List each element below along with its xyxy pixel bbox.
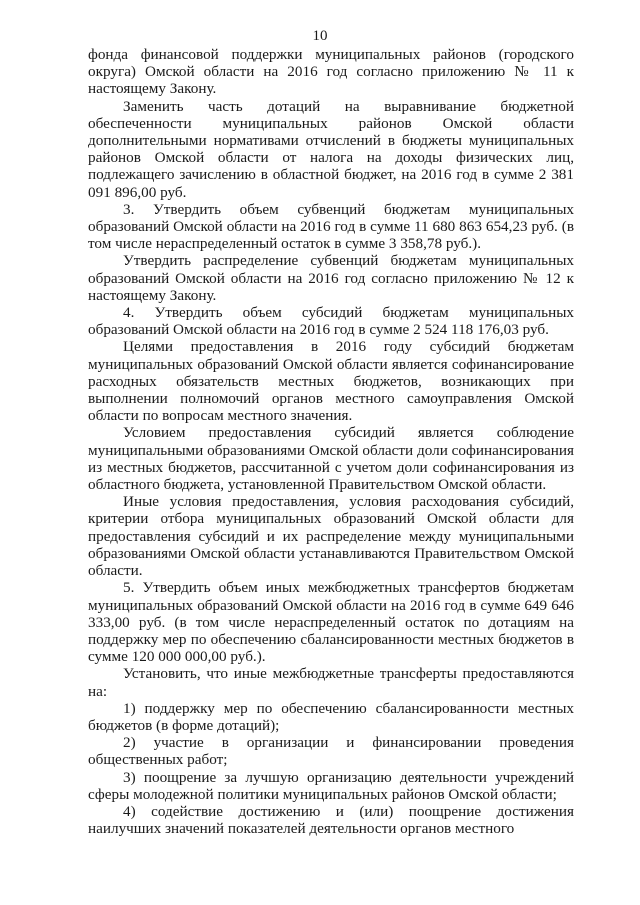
paragraph-subsidy-condition: Условием предоставления субсидий является соблюдение муниципальными образованиями Омской области доли софинансирования из местных бюджетов, рассчитанной с учетом доли софинансирования из областного бюджета, установленной Правительством Омской области. [88, 424, 574, 494]
paragraph-subventions-distribution: Утвердить распределение субвенций бюджетам муниципальных образований Омской области на 2016 год согласно приложению № 12 к настоящему Закону. [88, 252, 574, 304]
document-body [88, 46, 574, 837]
paragraph-transfers-intro: Установить, что иные межбюджетные трансферты предоставляются на: [88, 665, 574, 700]
paragraph-other-conditions: Иные условия предоставления, условия расходования субсидий, критерии отбора муниципальных образований Омской области для предоставления субсидий и их распределение между муниципальными образованиями Омской области устанавливаются Правительством Омской области. [88, 493, 574, 580]
paragraph-subsidy-goals: Целями предоставления в 2016 году субсидий бюджетам муниципальных образований Омской области является софинансирование расходных обязательств местных бюджетов, возникающих при выполнении полномочий органов местного самоуправления Омской области по вопросам местного значения. [88, 338, 574, 425]
page-number: 10 [312, 28, 328, 44]
list-item-4: 4) содействие достижению и (или) поощрение достижения наилучших значений показателей деятельности органов местного [88, 802, 574, 838]
paragraph-continuation: фонда финансовой поддержки муниципальных районов (городского округа) Омской области на 2016 год согласно приложению № 11 к настоящему Закону. [88, 46, 574, 98]
paragraph-item-3-subventions: 3. Утвердить объем субвенций бюджетам муниципальных образований Омской области на 2016 год в сумме 11 680 863 654,23 руб. (в том числе нераспределенный остаток в сумме 3 358,78 руб.). [88, 200, 574, 253]
list-item-2: 2) участие в организации и финансировании проведения общественных работ; [88, 734, 574, 769]
paragraph-item-5-transfers: 5. Утвердить объем иных межбюджетных трансфертов бюджетам муниципальных образований Омской области на 2016 год в сумме 649 646 333,00 руб. (в том числе нераспределенный остаток по дотациям на поддержку мер по обеспечению сбалансированности местных бюджетов в сумме 120 000 000,00 руб.). [88, 579, 574, 666]
list-item-1: 1) поддержку мер по обеспечению сбалансированности местных бюджетов (в форме дотаций); [88, 699, 574, 734]
list-item-3: 3) поощрение за лучшую организацию деятельности учреждений сферы молодежной политики муниципальных районов Омской области; [88, 768, 574, 803]
paragraph-replace-subsidies: Заменить часть дотаций на выравнивание бюджетной обеспеченности муниципальных районов Омской области дополнительными нормативами отчислений в бюджеты муниципальных районов Омской области от налога на доходы физических лиц, подлежащего зачислению в областной бюджет, на 2016 год в сумме 2 381 091 896,00 руб. [88, 97, 574, 201]
paragraph-item-4-subsidies: 4. Утвердить объем субсидий бюджетам муниципальных образований Омской области на 2016 год в сумме 2 524 118 176,03 руб. [88, 304, 574, 339]
